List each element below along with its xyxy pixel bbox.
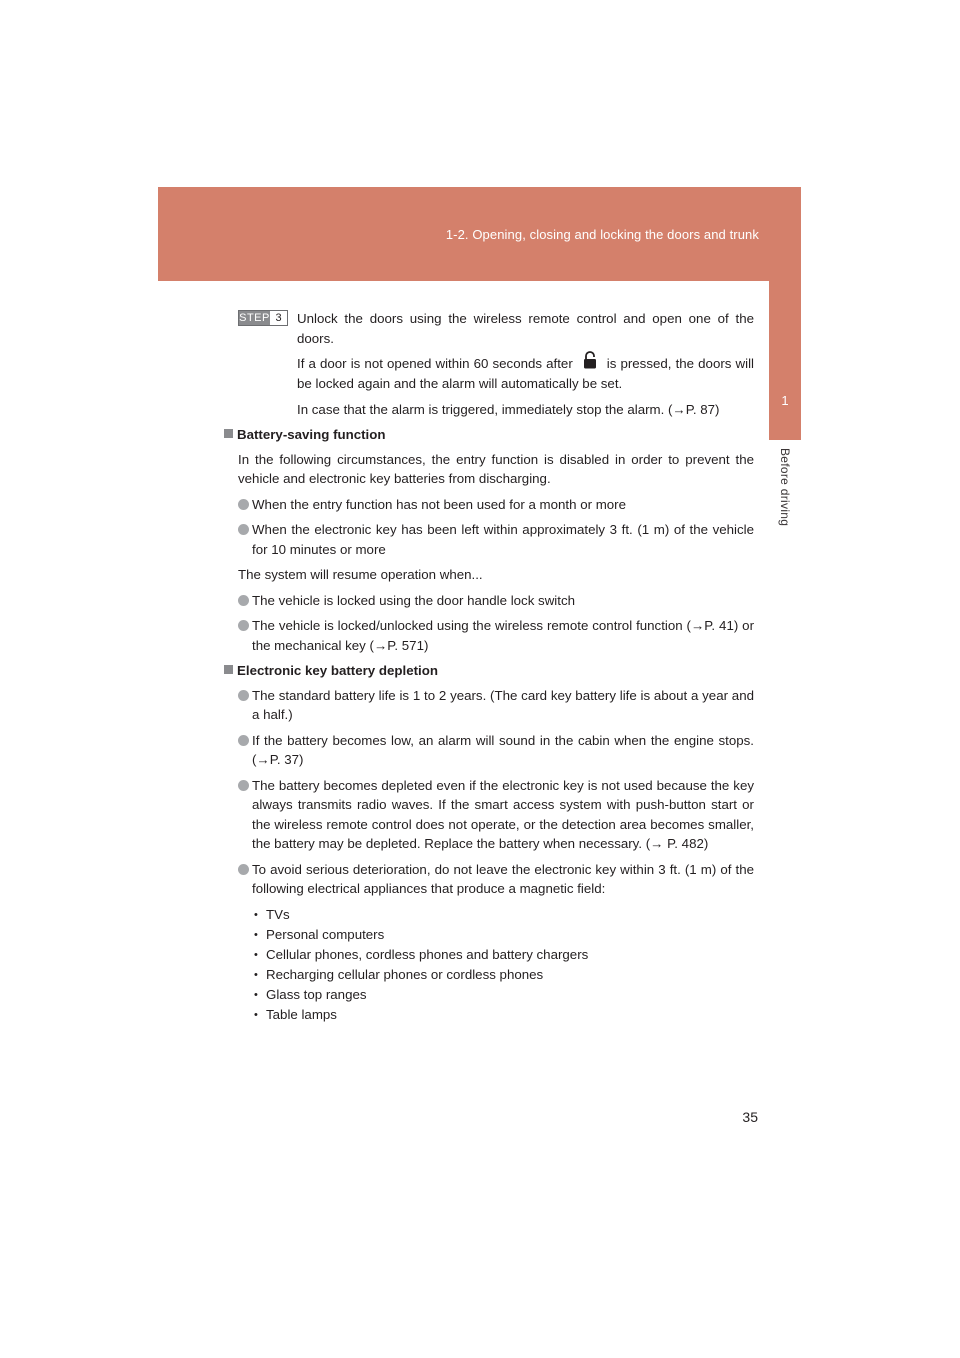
step-note-lock bbox=[297, 354, 754, 394]
step-text: Unlock the doors using the wireless remote control and open one of the doors. bbox=[297, 311, 754, 346]
list-item-text: The vehicle is locked/unlocked using the wireless remote control function (→P. 41) or the mechanical key (→P. 571) bbox=[252, 618, 754, 653]
list-item bbox=[238, 731, 754, 770]
list-item bbox=[238, 520, 754, 559]
bullet-dot-icon bbox=[238, 780, 249, 791]
page-number: 35 bbox=[742, 1109, 758, 1125]
list-item-text: When the electronic key has been left within approximately 3 ft. (1 m) of the vehicle for 10 minutes or more bbox=[252, 522, 754, 557]
page-content bbox=[238, 309, 754, 1025]
bullet-dot-icon bbox=[238, 499, 249, 510]
key-battery-heading bbox=[224, 661, 740, 681]
chapter-label: Before driving bbox=[778, 448, 792, 527]
section-title: 1-2. Opening, closing and locking the doors and trunk bbox=[445, 227, 759, 242]
battery-saving-heading bbox=[224, 425, 740, 445]
list-item bbox=[238, 591, 754, 611]
appliance-item: • Personal computers bbox=[252, 925, 754, 945]
header-band bbox=[158, 187, 801, 281]
battery-saving-title: Battery-saving function bbox=[237, 427, 386, 443]
bullet-dot-icon bbox=[238, 735, 249, 746]
list-item-text: The vehicle is locked using the door handle lock switch bbox=[252, 592, 575, 608]
step-note-lock-before: If a door is not opened within 60 seconds after bbox=[297, 356, 573, 371]
lock-icon bbox=[583, 351, 597, 375]
chapter-number: 1 bbox=[781, 393, 789, 408]
list-item bbox=[238, 686, 754, 725]
appliance-item: • Glass top ranges bbox=[252, 985, 754, 1005]
list-item-text: The standard battery life is 1 to 2 years. (The card key battery life is about a year and a half.) bbox=[252, 687, 754, 723]
heading-square-icon bbox=[224, 665, 233, 674]
bullet-dot-icon bbox=[238, 864, 249, 875]
list-item bbox=[238, 860, 754, 899]
list-item bbox=[238, 495, 754, 515]
step-note-alarm: In case that the alarm is triggered, immediately stop the alarm. (→P. 87) bbox=[297, 401, 720, 417]
battery-saving-intro: In the following circumstances, the entry function is disabled in order to prevent the vehicle and electronic key batteries from discharging. bbox=[238, 451, 754, 487]
bullet-dot-icon bbox=[238, 620, 249, 631]
appliance-item: • Recharging cellular phones or cordless phones bbox=[252, 965, 754, 985]
step-badge-label: STEP bbox=[239, 312, 270, 324]
appliance-item: • Cellular phones, cordless phones and battery chargers bbox=[252, 945, 754, 965]
step-note-lock-after: is pressed, the doors will be locked again and the alarm will automatically be set. bbox=[297, 356, 754, 392]
appliance-item: • TVs bbox=[252, 905, 754, 925]
list-item-text: To avoid serious deterioration, do not leave the electronic key within 3 ft. (1 m) of the following electrical appliances that produce a magnetic field: bbox=[252, 861, 754, 897]
step-3 bbox=[238, 309, 754, 419]
appliance-list bbox=[238, 905, 754, 1025]
chapter-tab bbox=[769, 187, 801, 440]
heading-square-icon bbox=[224, 429, 233, 438]
list-item bbox=[238, 616, 754, 655]
list-item bbox=[238, 776, 754, 854]
list-item-text: If the battery becomes low, an alarm will sound in the cabin when the engine stops. (→P. 37) bbox=[252, 732, 754, 768]
list-item-text: When the entry function has not been used for a month or more bbox=[252, 496, 627, 512]
key-battery-title: Electronic key battery depletion bbox=[237, 663, 438, 679]
step-badge bbox=[238, 310, 288, 326]
list-item-text: The battery becomes depleted even if the electronic key is not used because the key always transmits radio waves. If the smart access system with push-button start or the wireless remote control does not operate, or the detection area becomes smaller, the battery may be depleted. Replace the battery when necessary. (→ P. 482) bbox=[252, 777, 754, 852]
appliance-item: • Table lamps bbox=[252, 1005, 754, 1025]
step-badge-number: 3 bbox=[270, 311, 287, 325]
resume-text: The system will resume operation when... bbox=[238, 567, 483, 583]
bullet-dot-icon bbox=[238, 690, 249, 701]
bullet-dot-icon bbox=[238, 595, 249, 606]
bullet-dot-icon bbox=[238, 524, 249, 535]
